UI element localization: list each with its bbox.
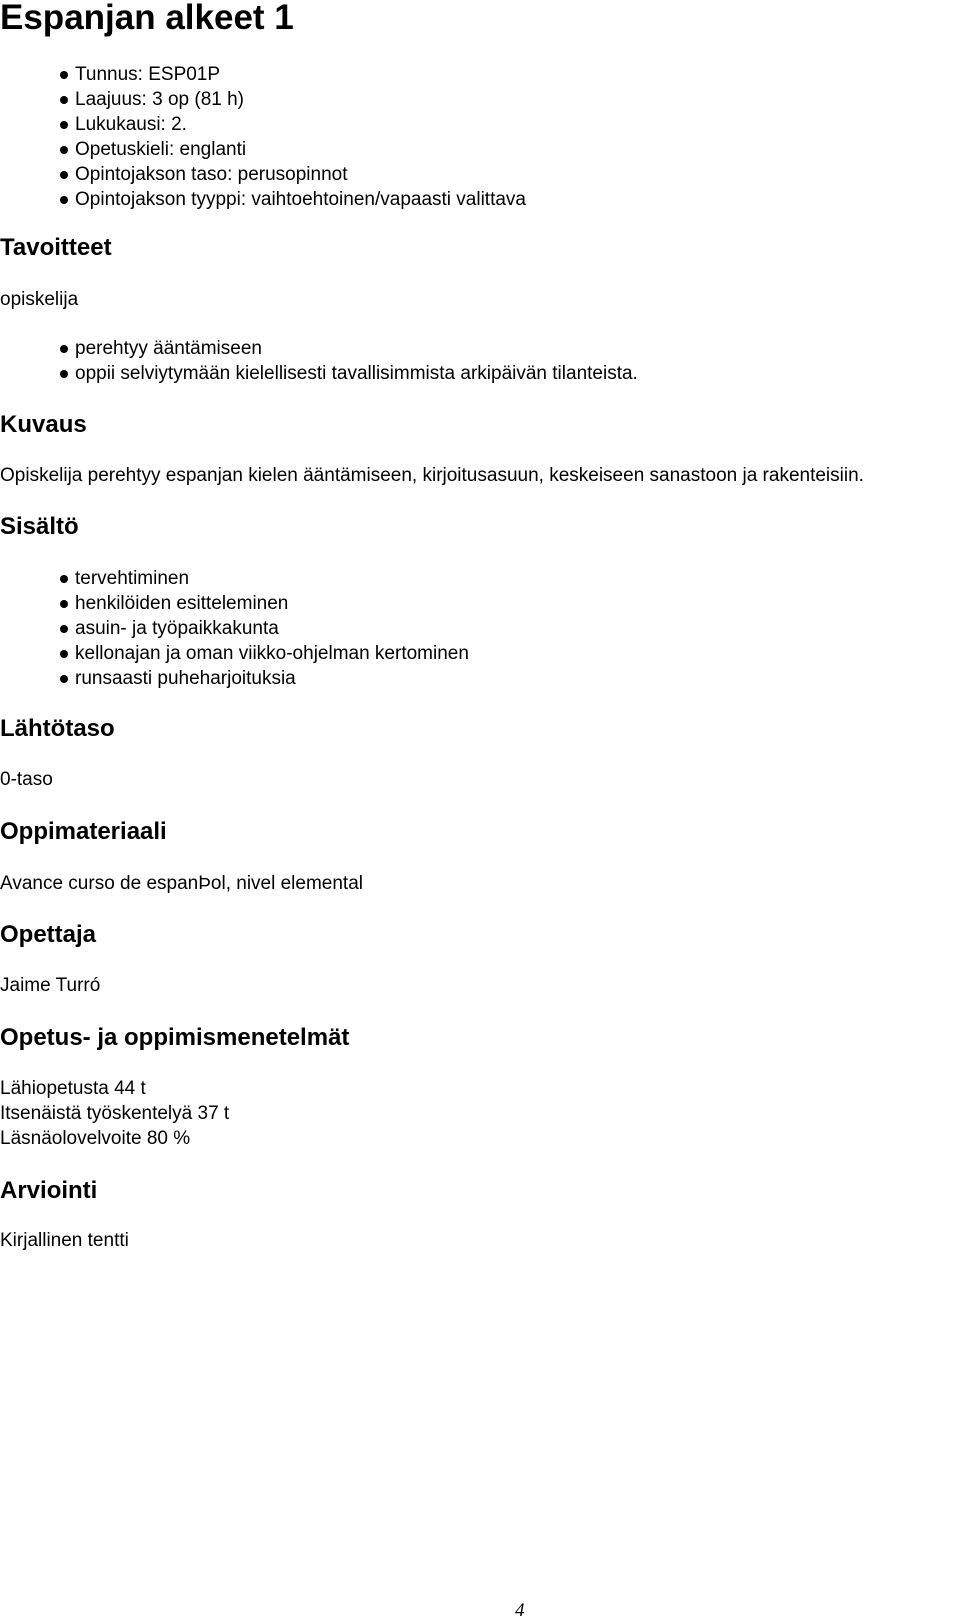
section-heading-opettaja: Opettaja <box>0 921 97 948</box>
page-number: 4 <box>515 1600 525 1621</box>
oppimateriaali-text: Avance curso de espanÞol, nivel elemental <box>0 873 363 894</box>
tavoitteet-intro: opiskelija <box>0 289 79 310</box>
arviointi-text: Kirjallinen tentti <box>0 1230 129 1251</box>
menetelmat-line: Itsenäistä työskentelyä 37 t <box>0 1103 230 1124</box>
list-item: perehtyy ääntämiseen <box>0 336 638 361</box>
list-item: Opintojakson tyyppi: vaihtoehtoinen/vapaasti valittava <box>0 187 526 212</box>
menetelmat-line: Lähiopetusta 44 t <box>0 1078 146 1099</box>
kuvaus-text: Opiskelija perehtyy espanjan kielen ääntämiseen, kirjoitusasuun, keskeiseen sanastoon ja rakenteisiin. <box>0 465 864 486</box>
menetelmat-lines <box>0 1076 229 1151</box>
list-item: kellonajan ja oman viikko-ohjelman kertominen <box>0 641 469 666</box>
section-heading-oppimateriaali: Oppimateriaali <box>0 818 167 845</box>
list-item: Laajuus: 3 op (81 h) <box>0 87 526 112</box>
course-info-list <box>0 62 526 212</box>
list-item: Tunnus: ESP01P <box>0 62 526 87</box>
list-item: Opintojakson taso: perusopinnot <box>0 162 526 187</box>
section-heading-tavoitteet: Tavoitteet <box>0 234 112 261</box>
list-item: runsaasti puheharjoituksia <box>0 666 469 691</box>
section-heading-kuvaus: Kuvaus <box>0 411 87 438</box>
section-heading-sisalto: Sisältö <box>0 513 79 540</box>
section-heading-lahtotaso: Lähtötaso <box>0 715 115 742</box>
list-item: henkilöiden esitteleminen <box>0 591 469 616</box>
list-item: Lukukausi: 2. <box>0 112 526 137</box>
sisalto-list <box>0 566 469 691</box>
page-title: Espanjan alkeet 1 <box>0 0 294 37</box>
list-item: oppii selviytymään kielellisesti tavallisimmista arkipäivän tilanteista. <box>0 361 638 386</box>
section-heading-menetelmat: Opetus- ja oppimismenetelmät <box>0 1024 350 1051</box>
list-item: Opetuskieli: englanti <box>0 137 526 162</box>
tavoitteet-list <box>0 336 638 386</box>
section-heading-arviointi: Arviointi <box>0 1177 98 1204</box>
list-item: asuin- ja työpaikkakunta <box>0 616 469 641</box>
list-item: tervehtiminen <box>0 566 469 591</box>
opettaja-text: Jaime Turró <box>0 975 101 996</box>
lahtotaso-text: 0-taso <box>0 769 53 790</box>
menetelmat-line: Läsnäolovelvoite 80 % <box>0 1128 191 1149</box>
